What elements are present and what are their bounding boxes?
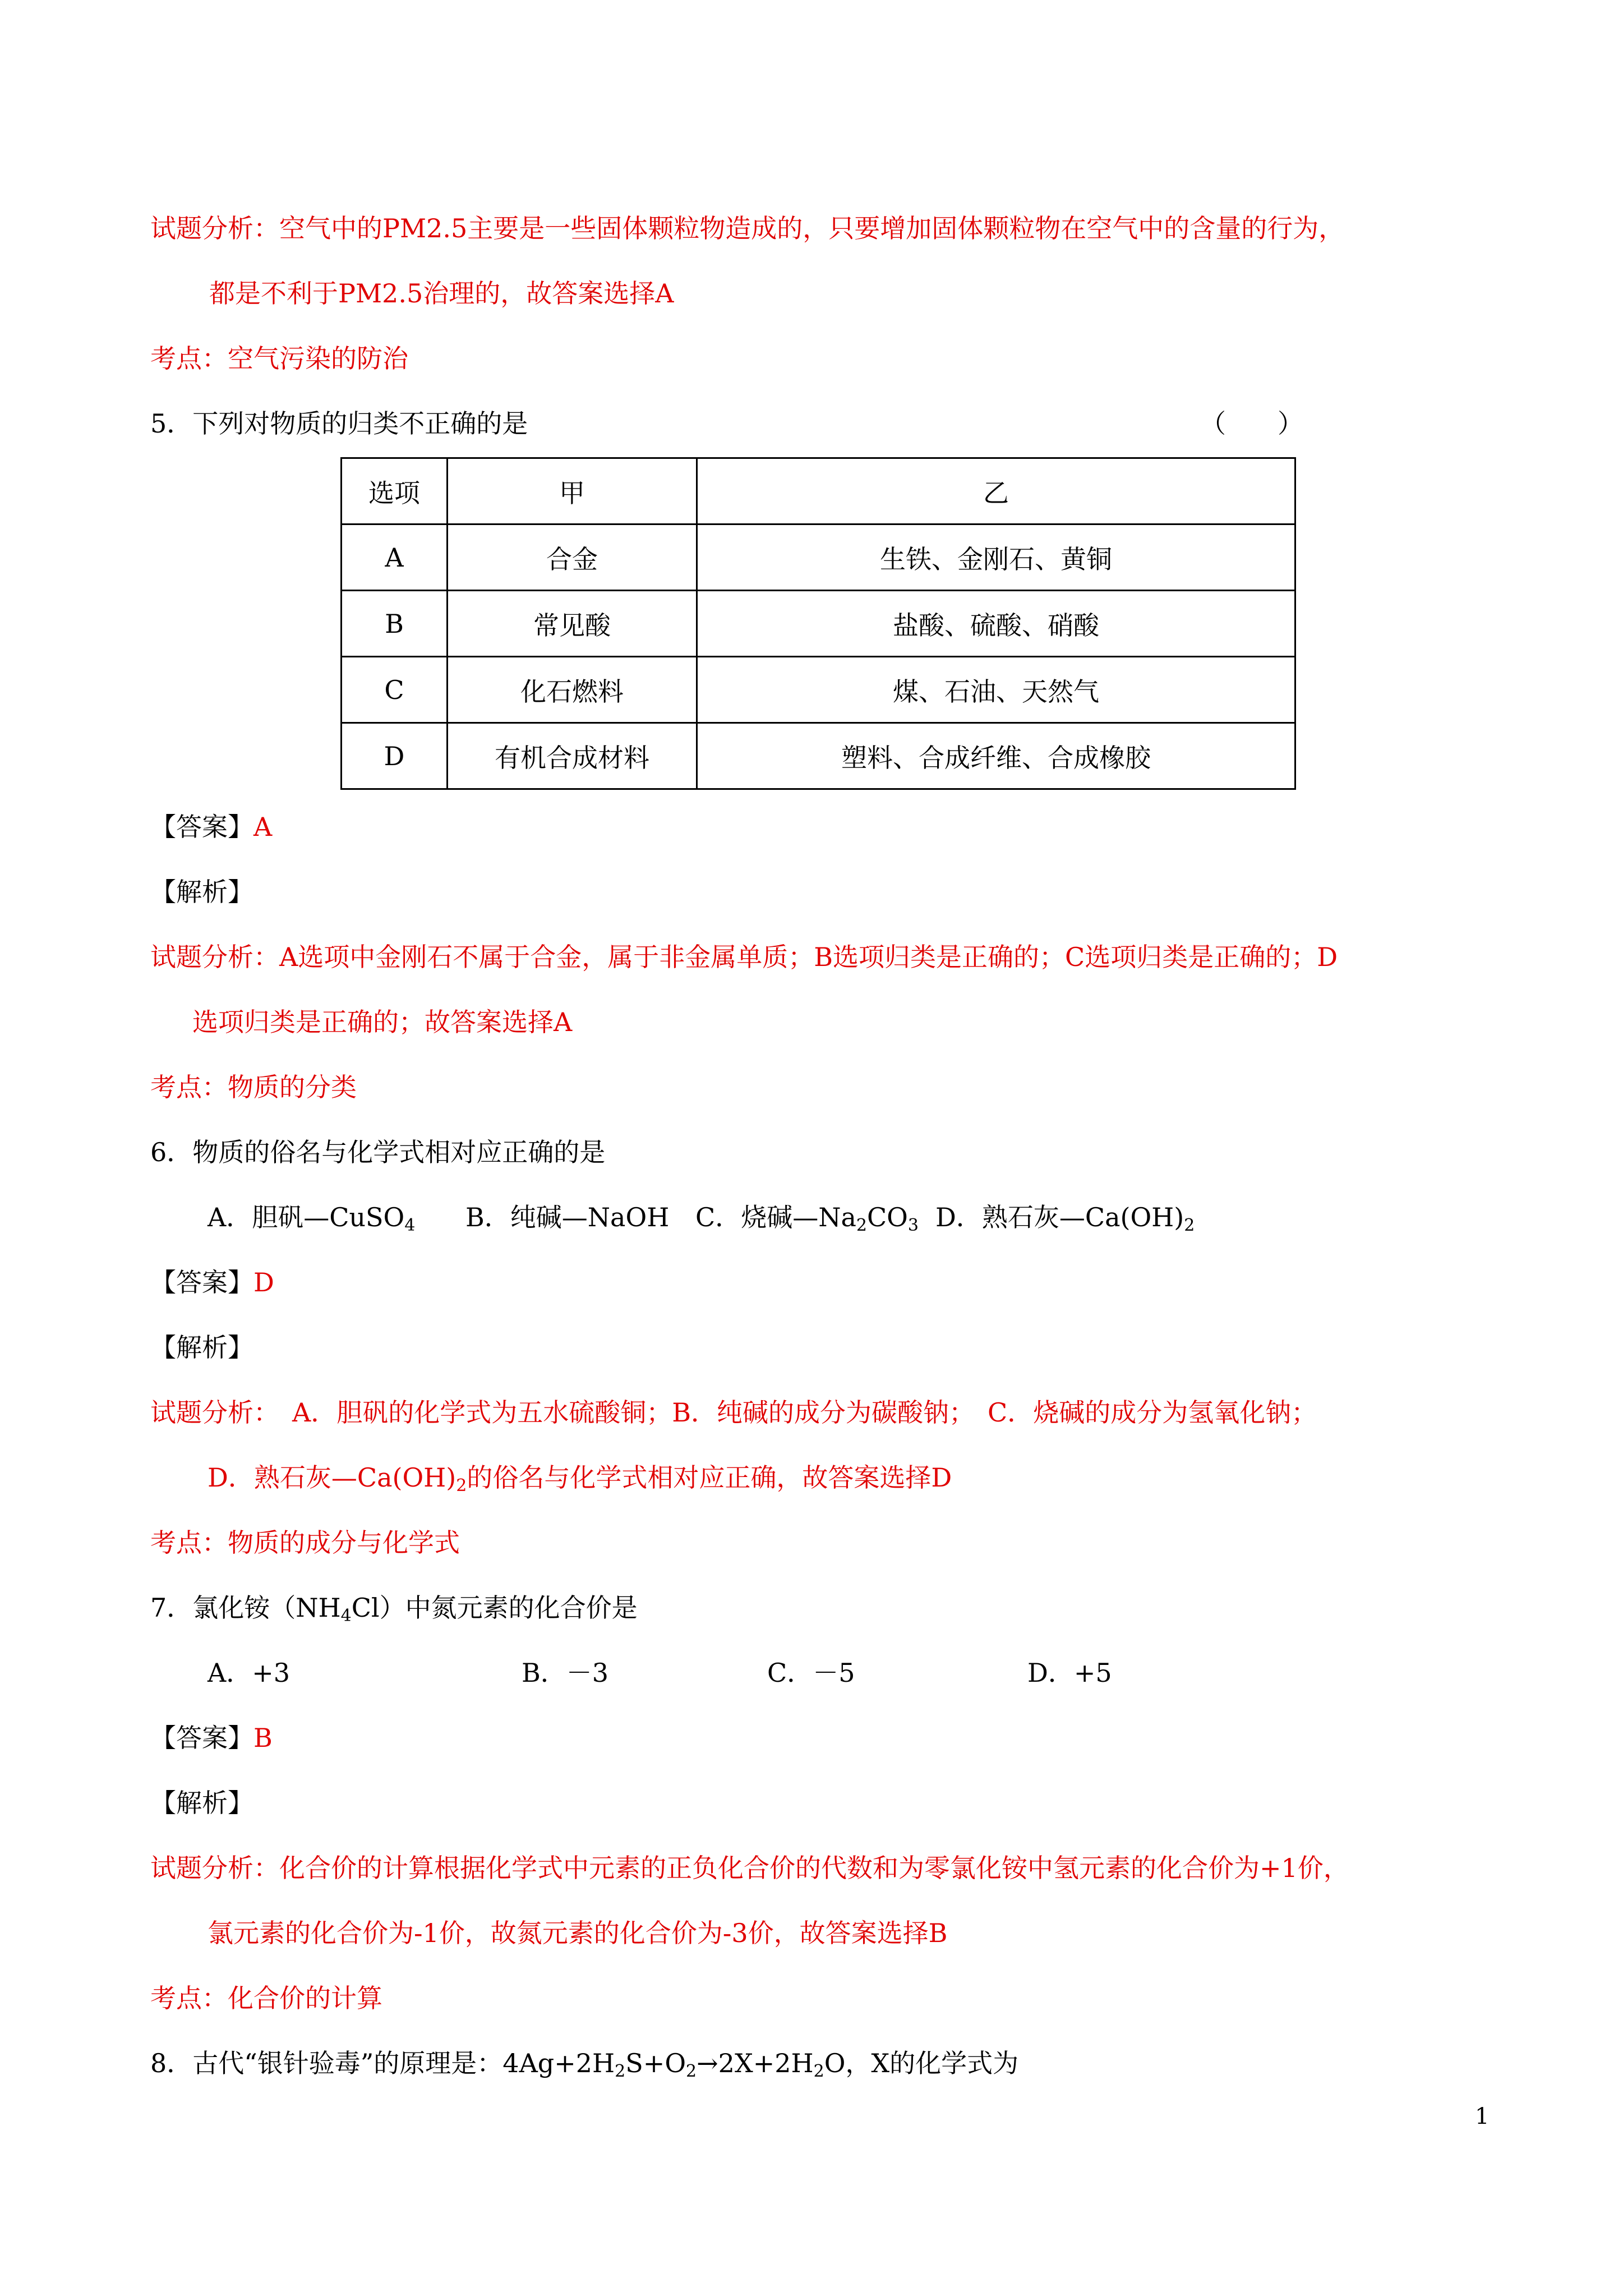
- q6-kaodian: 考点：物质的成分与化学式: [150, 1527, 460, 1558]
- q4-kaodian: 考点：空气污染的防治: [150, 343, 408, 374]
- q5-kaodian: 考点：物质的分类: [150, 1072, 357, 1102]
- table-cell: 盐酸、硫酸、硝酸: [697, 591, 1295, 657]
- q6-option-a: A．胆矾—CuSO$_4$: [208, 1202, 416, 1235]
- table-cell: B: [342, 591, 448, 657]
- table-row: [342, 591, 1295, 657]
- table-cell: 塑料、合成纤维、合成橡胶: [697, 723, 1295, 789]
- q7-option-d: D．+5: [1027, 1658, 1112, 1688]
- q6-jiexi-label: 【解析】: [150, 1332, 253, 1363]
- q6-option-d: D．熟石灰$—Ca(OH)_2$: [935, 1202, 1195, 1235]
- answer-value: B: [253, 1723, 273, 1753]
- q5-stem: 5．下列对物质的归类不正确的是: [150, 408, 528, 439]
- q7-analysis-line2: 氯元素的化合价为-1价，故氮元素的化合价为-3价，故答案选择B: [208, 1918, 948, 1948]
- table-cell: 化石燃料: [448, 657, 697, 723]
- q4-analysis-line2: 都是不利于PM2.5治理的，故答案选择A: [209, 278, 674, 309]
- q6-option-b: B．纯碱—NaOH: [465, 1202, 670, 1232]
- table-header-cell: 甲: [448, 458, 697, 524]
- table-row: [342, 524, 1295, 591]
- table-row: [342, 657, 1295, 723]
- q6-analysis-line2: D．熟石灰$—Ca(OH)_2$的俗名与化学式相对应正确，故答案选择D: [208, 1462, 952, 1496]
- table-row: [342, 723, 1295, 789]
- q6-option-c: C．烧碱$—Na_2CO_3$: [695, 1202, 919, 1235]
- answer-label: 【答案】: [150, 1267, 253, 1297]
- q6-analysis-line1: 试题分析： A．胆矾的化学式为五水硫酸铜；B．纯碱的成分为碳酸钠； C．烧碱的成分为氢氧化钠；: [150, 1397, 1317, 1428]
- q8-stem: 8．古代“银针验毒”的原理是：$4Ag+2H_2S+O_2\to 2X+2H_2O$，X的化学式为: [150, 2048, 1019, 2081]
- answer-label: 【答案】: [150, 1723, 253, 1753]
- q5-analysis-line2: 选项归类是正确的；故答案选择A: [192, 1007, 573, 1037]
- table-cell: 常见酸: [448, 591, 697, 657]
- q7-kaodian: 考点：化合价的计算: [150, 1983, 382, 2013]
- table-cell: 煤、石油、天然气: [697, 657, 1295, 723]
- table-cell: 有机合成材料: [448, 723, 697, 789]
- q5-answer: [150, 810, 272, 844]
- q7-answer: [150, 1721, 273, 1755]
- table-cell: D: [342, 723, 448, 789]
- q7-option-b: B．－3: [522, 1658, 609, 1688]
- table-header-cell: 选项: [342, 458, 448, 524]
- q5-answer-paren: （ ）: [1200, 408, 1303, 439]
- q5-classification-table: [340, 457, 1296, 790]
- q5-analysis-line1: 试题分析：A选项中金刚石不属于合金，属于非金属单质；B选项归类是正确的；C选项归类是正确的；D: [150, 942, 1338, 972]
- answer-label: 【答案】: [150, 812, 253, 842]
- q7-option-a: A．+3: [208, 1658, 291, 1688]
- page-number: 1: [1475, 2104, 1490, 2129]
- table-cell: C: [342, 657, 448, 723]
- q5-jiexi-label: 【解析】: [150, 877, 253, 907]
- table-cell: 合金: [448, 524, 697, 591]
- answer-value: A: [253, 812, 273, 842]
- q7-stem: 7．氯化铵$(NH_4Cl)$中氮元素的化合价是: [150, 1593, 638, 1626]
- q7-analysis-line1: 试题分析：化合价的计算根据化学式中元素的正负化合价的代数和为零氯化铵中氢元素的化合价为+1价，: [150, 1853, 1349, 1883]
- q4-analysis-line1: 试题分析：空气中的PM2.5主要是一些固体颗粒物造成的，只要增加固体颗粒物在空气中的含量的行为，: [150, 213, 1345, 243]
- q7-jiexi-label: 【解析】: [150, 1788, 253, 1818]
- table-cell: A: [342, 524, 448, 591]
- table-cell: 生铁、金刚石、黄铜: [697, 524, 1295, 591]
- q6-answer: [150, 1266, 274, 1299]
- q6-stem: 6．物质的俗名与化学式相对应正确的是: [150, 1137, 606, 1167]
- q7-option-c: C．－5: [767, 1658, 855, 1688]
- table-header-row: [342, 458, 1295, 524]
- answer-value: D: [253, 1267, 274, 1297]
- table-header-cell: 乙: [697, 458, 1295, 524]
